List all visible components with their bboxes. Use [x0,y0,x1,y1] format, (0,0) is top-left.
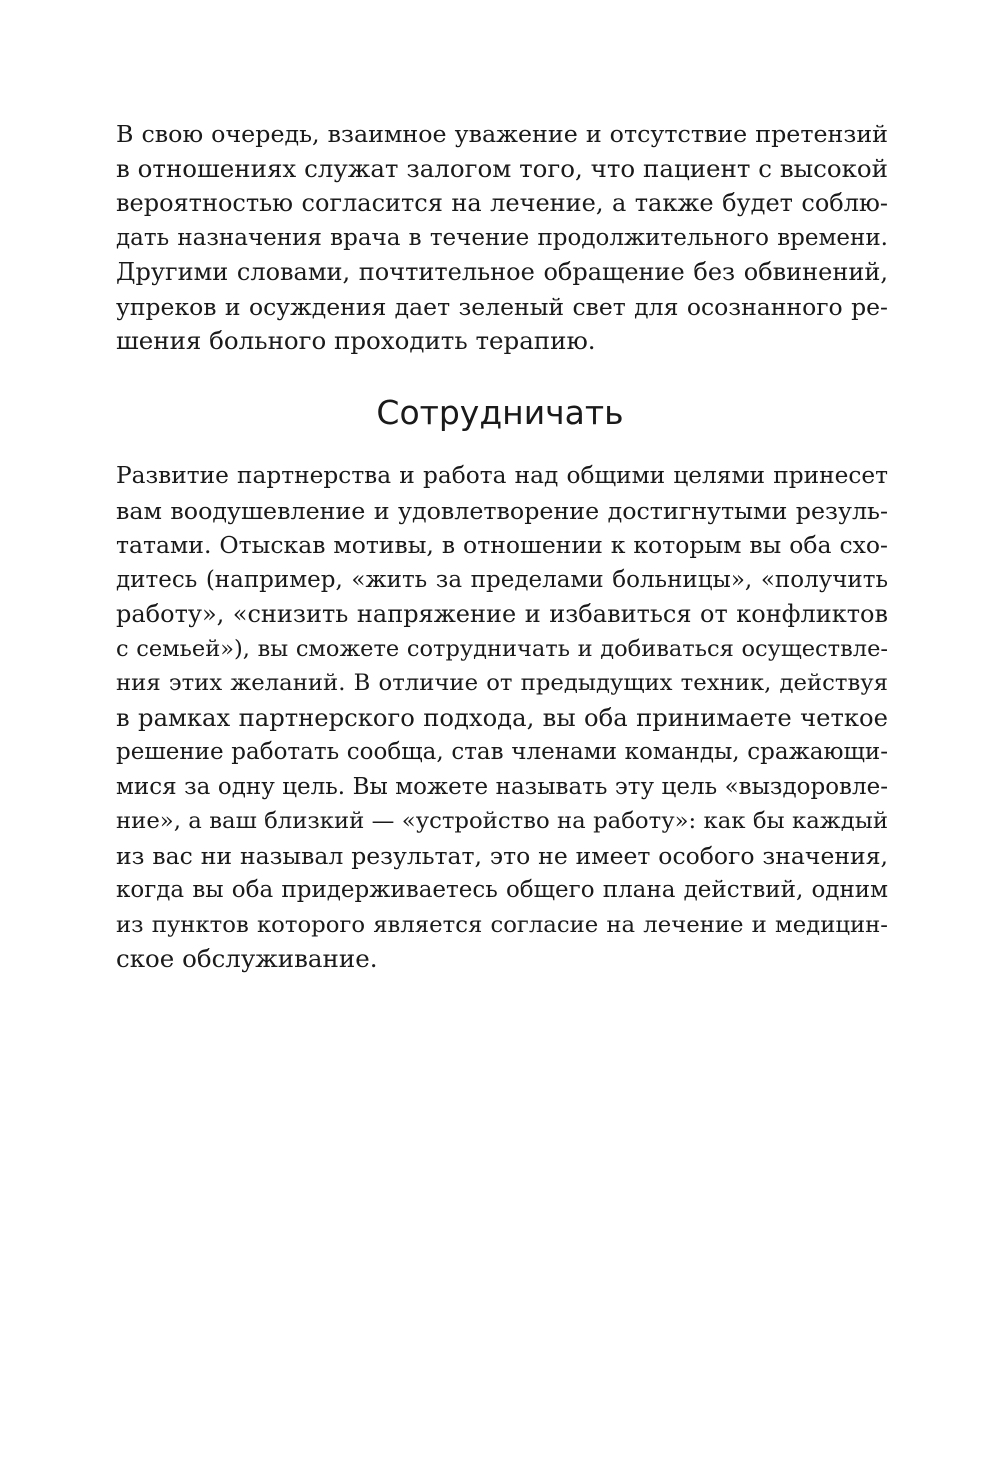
section-heading: Сотрудничать [376,393,624,432]
paragraph-cooperation [116,459,888,977]
text-line: Развитие партнерства и работа над общими целями принесет [116,462,888,489]
text-line: из вас ни называл результат, это не имеет особого значения, [116,841,888,870]
text-line: дитесь (например, «жить за пределами больницы», «получить [116,566,888,593]
text-line: из пунктов которого является согласие на лечение и медицин- [116,911,888,938]
text-line: дать назначения врача в течение продолжительного времени. [116,224,888,251]
text-line: с семьей»), вы сможете сотрудничать и добиваться осуществле- [116,635,888,662]
text-line: решение работать сообща, став членами команды, сражающи- [116,739,888,765]
text-line: упреков и осуждения дает зеленый свет для осознанного ре- [116,292,888,321]
text-line: ское обслуживание. [116,944,378,973]
text-line: татами. Отыскав мотивы, в отношении к которым вы оба схо- [116,531,888,559]
text-line: в рамках партнерского подхода, вы оба принимаете четкое [116,702,888,732]
text-line: ние», а ваш близкий — «устройство на работу»: как бы каждый [116,808,888,834]
text-line: В свою очередь, взаимное уважение и отсутствие претензий [116,120,888,148]
text-line: вам воодушевление и удовлетворение достигнутыми резуль- [116,496,888,525]
text-line: шения больного проходить терапию. [116,326,596,355]
text-line: в отношениях служат залогом того, что пациент с высокой [116,153,888,183]
text-line: вероятностью согласится на лечение, а также будет соблю- [116,189,888,217]
text-line: мися за одну цель. Вы можете называть эту цель «выздоровле- [116,773,888,800]
paragraph-mutual-respect [116,117,888,359]
text-line: работу», «снизить напряжение и избавиться от конфликтов [116,600,888,628]
text-line: когда вы оба придерживаетесь общего плана действий, одним [116,877,888,903]
text-line: Другими словами, почтительное обращение без обвинений, [116,258,888,286]
text-line: ния этих желаний. В отличие от предыдущих техник, действуя [116,670,888,696]
